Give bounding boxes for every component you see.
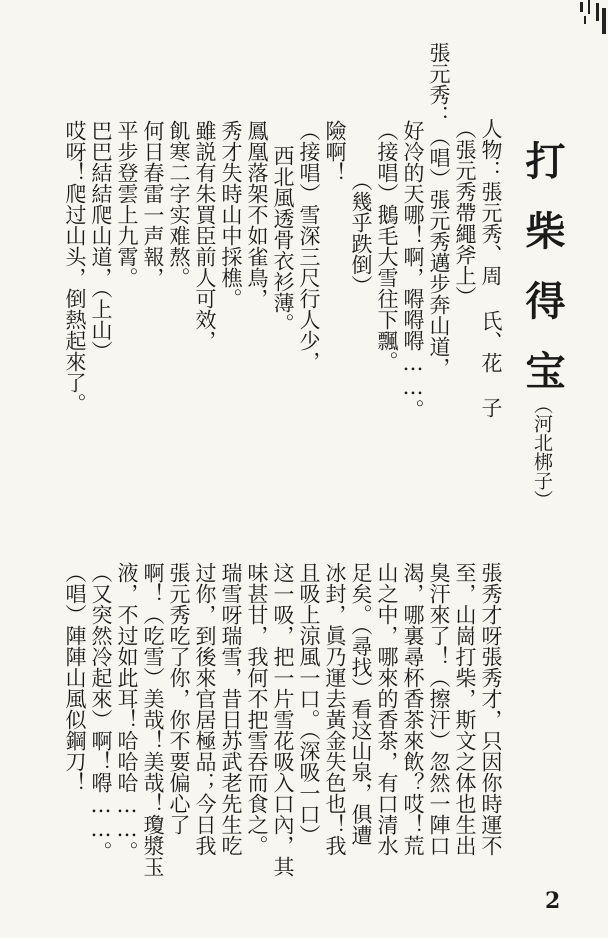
upper-col-6: （幾乎跌倒） xyxy=(349,170,373,296)
upper-col-2: （張元秀帶繩斧上） xyxy=(453,118,477,307)
upper-col-12: 雖説有朱買臣前人可效， xyxy=(193,120,217,351)
lower-col-15: 液，不过如此耳！哈哈哈……。 xyxy=(115,562,139,862)
upper-col-10: 鳳凰落架不如雀鳥， xyxy=(245,120,269,309)
upper-col-9: 西北風透骨衣衫薄。 xyxy=(271,145,295,334)
upper-col-7: 險啊！ xyxy=(323,120,347,183)
upper-col-15: 平步登雲上九霄。 xyxy=(115,120,139,288)
upper-col-8: （接唱）雪深三尺行人少， xyxy=(297,120,321,372)
upper-col-3: 張元秀：（唱）張元秀邁步奔山道， xyxy=(427,42,451,378)
upper-col-16: 巴巴結結爬山道，（上山） xyxy=(89,120,113,362)
play-genre-subtitle: （河北梆子） xyxy=(531,395,553,509)
upper-col-1: 人物：張元秀、周 氏、花 子 xyxy=(479,118,503,418)
upper-col-14: 何日春雷一声報， xyxy=(141,120,165,288)
lower-col-17: （唱）陣陣山風似鋼刀！ xyxy=(63,562,87,793)
upper-col-5: （接唱）鵝毛大雪往下飄。 xyxy=(375,120,399,372)
lower-col-4: 渴，哪裏尋杯香茶來飲？哎！荒 xyxy=(401,562,425,856)
lower-col-13: 張元秀吃了你，你不要偏心了 xyxy=(167,562,191,835)
lower-col-12: 过你，到後來官居極品；今日我 xyxy=(193,562,217,856)
corner-print-mark xyxy=(572,0,608,40)
upper-col-4: 好冷的天哪！啊，嘚嘚嘚……。 xyxy=(401,120,425,420)
page-number: 2 xyxy=(545,888,561,914)
lower-col-8: 且吸上涼風一口。（深吸一口） xyxy=(297,562,321,846)
lower-col-1: 張秀才呀張秀才，只因你時運不 xyxy=(479,562,503,856)
lower-col-14: 啊！（吃雪）美哉！美哉！瓊漿玉 xyxy=(141,562,165,877)
upper-col-17: 哎呀！爬过山头，倒熱起來了。 xyxy=(63,120,87,414)
lower-col-2: 至，山崗打柴，斯文之体也生出 xyxy=(453,562,477,856)
lower-col-10: 味甚甘，我何不把雪吞而食之。 xyxy=(245,562,269,856)
play-title: 打柴得宝 xyxy=(519,140,566,420)
lower-col-9: 这一吸，把一片雪花吸入口內，其 xyxy=(271,562,295,877)
upper-col-13: 飢寒二字实难熬。 xyxy=(167,120,191,288)
lower-col-11: 瑞雪呀瑞雪，昔日苏武老先生吃 xyxy=(219,562,243,856)
upper-col-11: 秀才失時山中採樵。 xyxy=(219,120,243,309)
lower-col-3: 臭汗來了！（擦汗）忽然一陣口 xyxy=(427,562,451,856)
lower-col-6: 足矣。（尋找）看这山泉，俱遭 xyxy=(349,562,373,846)
lower-col-16: （又突然冷起來）啊！嘚……。 xyxy=(89,562,113,862)
lower-col-7: 冰封，眞乃運去黃金失色也！我 xyxy=(323,562,347,856)
lower-col-5: 山之中，哪來的香茶，有口清水 xyxy=(375,562,399,856)
